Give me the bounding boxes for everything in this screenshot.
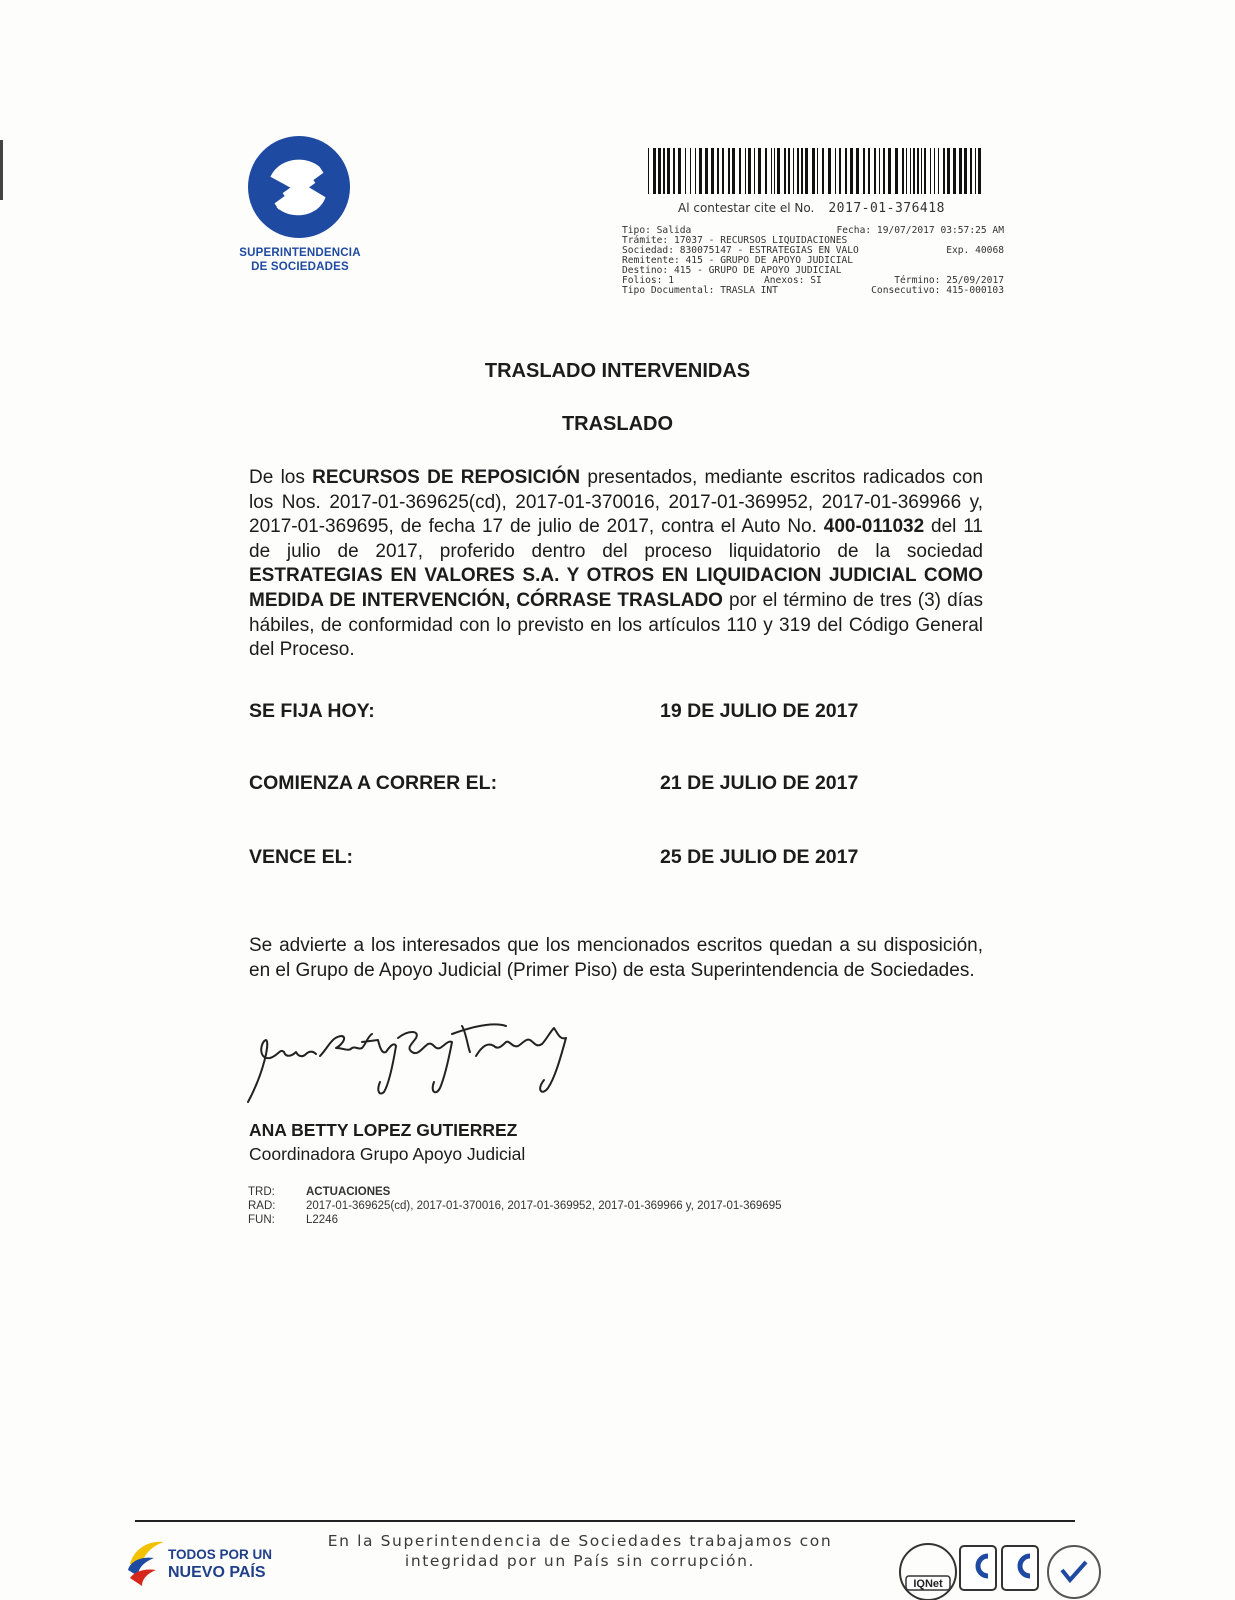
date-value-fija: 19 DE JULIO DE 2017	[660, 700, 859, 722]
barcode	[648, 148, 988, 194]
barcode-bar	[690, 148, 691, 194]
barcode-bar	[695, 148, 696, 194]
handwritten-signature	[244, 1012, 584, 1112]
icontec-ntcgp-seal-icon	[1002, 1546, 1038, 1590]
notice-paragraph: Se advierte a los interesados que los mencionados escritos quedan a su disposición, en el Grupo de Apoyo Judicial (Primer Piso) de esta Superintendencia de Sociedades.	[249, 935, 983, 981]
superintendencia-logo-icon	[248, 136, 350, 238]
barcode-bar	[921, 148, 922, 194]
barcode-bar	[673, 148, 675, 194]
barcode-bar	[817, 148, 818, 194]
date-value-vence: 25 DE JULIO DE 2017	[660, 846, 859, 868]
barcode-bar	[874, 148, 876, 194]
quality-seal-icon	[1048, 1546, 1100, 1598]
barcode-bar	[868, 148, 870, 194]
barcode-bar	[930, 148, 931, 194]
ref-key-trd: TRD:	[248, 1186, 275, 1198]
ref-value-rad: 2017-01-369625(cd), 2017-01-370016, 2017-01-369952, 2017-01-369966 y, 2017-01-369695	[306, 1200, 782, 1212]
document-title: TRASLADO INTERVENIDAS	[484, 360, 751, 382]
para1-text-3: del 11 de julio de 2017, proferido dentro del proceso liquidatorio de la sociedad	[249, 516, 983, 562]
cite-label: Al contestar cite el No.	[678, 201, 815, 215]
barcode-bar	[739, 148, 741, 194]
stamp-exp: Exp. 40068	[946, 245, 1004, 256]
barcode-bar	[765, 148, 767, 194]
barcode-bar	[722, 148, 724, 194]
barcode-bar	[906, 148, 907, 194]
barcode-bar	[685, 148, 686, 194]
para1-text-1: De los	[249, 467, 313, 488]
barcode-bar	[975, 148, 976, 194]
barcode-bar	[943, 148, 945, 194]
date-label-comienza: COMIENZA A CORRER EL:	[249, 772, 498, 794]
scan-edge-mark	[0, 140, 3, 200]
barcode-bar	[711, 148, 714, 194]
barcode-bar	[717, 148, 719, 194]
stamp-destino: Destino: 415 - GRUPO DE APOYO JUDICIAL	[622, 265, 842, 276]
barcode-bar	[648, 148, 649, 194]
barcode-bar	[705, 148, 708, 194]
footer-slogan-line1: En la Superintendencia de Sociedades trabajamos con	[327, 1532, 833, 1550]
barcode-bar	[845, 148, 847, 194]
stamp-folios: Folios: 1	[622, 275, 674, 286]
barcode-bar	[822, 148, 824, 194]
barcode-bar	[970, 148, 972, 194]
signer-name: ANA BETTY LOPEZ GUTIERREZ	[249, 1120, 518, 1140]
stamp-sociedad: Sociedad: 830075147 - ESTRATEGIAS EN VALO	[622, 245, 859, 256]
barcode-bar	[913, 148, 915, 194]
barcode-bar	[902, 148, 904, 194]
stamp-tipo-documental: Tipo Documental: TRASLA INT	[622, 285, 778, 296]
barcode-bar	[797, 148, 799, 194]
barcode-bar	[879, 148, 880, 194]
cite-number: 2017-01-376418	[828, 201, 945, 216]
barcode-bar	[678, 148, 681, 194]
barcode-bar	[978, 148, 981, 194]
stamp-fecha: Fecha: 19/07/2017 03:57:25 AM	[836, 225, 1004, 236]
stamp-tipo: Tipo: Salida	[622, 225, 692, 236]
stamp-tramite: Trámite: 17037 - RECURSOS LIQUIDACIONES	[622, 235, 848, 246]
stamp-consecutivo: Consecutivo: 415-000103	[871, 285, 1004, 296]
gov-slogan-line2: NUEVO PAÍS	[168, 1564, 266, 1581]
barcode-bar	[653, 148, 656, 194]
icontec-iso-seal-icon	[960, 1546, 996, 1590]
para1-bold-recursos: RECURSOS DE REPOSICIÓN	[312, 467, 581, 488]
barcode-bar	[850, 148, 853, 194]
para1-bold-sociedad: ESTRATEGIAS EN VALORES S.A. Y OTROS EN LIQUIDACION JUDICIAL COMO MEDIDA DE INTERVENCIÓN, CÓRRASE TRASLADO	[249, 565, 983, 611]
date-label-vence: VENCE EL:	[249, 846, 354, 868]
ref-key-rad: RAD:	[248, 1200, 276, 1212]
stamp-remitente: Remitente: 415 - GRUPO DE APOYO JUDICIAL	[622, 255, 854, 266]
org-name-line2: DE SOCIEDADES	[251, 261, 349, 273]
barcode-bar	[774, 148, 775, 194]
barcode-bar	[835, 148, 836, 194]
barcode-bar	[839, 148, 841, 194]
para1-bold-auto: 400-011032	[823, 516, 925, 538]
barcode-bar	[959, 148, 962, 194]
signer-role: Coordinadora Grupo Apoyo Judicial	[249, 1144, 526, 1164]
barcode-bar	[699, 148, 702, 194]
footer-slogan	[300, 1531, 860, 1571]
gov-slogan-line1: TODOS POR UN	[168, 1547, 273, 1562]
barcode-bar	[934, 148, 935, 194]
para1-text-4: por el término de tres (3) días hábiles, de conformidad con lo previsto en los artículos 110 y 319 del Código General del Proceso.	[249, 589, 983, 661]
barcode-bar	[895, 148, 898, 194]
stamp-termino: Término: 25/09/2017	[894, 275, 1004, 286]
barcode-bar	[888, 148, 891, 194]
barcode-bar	[771, 148, 772, 194]
iqnet-seal-icon	[900, 1544, 956, 1600]
cite-row	[678, 201, 945, 216]
barcode-bar	[788, 148, 790, 194]
todos-por-un-nuevo-pais-logo	[120, 1534, 280, 1588]
barcode-bar	[658, 148, 661, 194]
para1-text-2: presentados, mediante escritos radicados con los Nos. 2017-01-369625(cd), 2017-01-370016, 2017-01-369952, 2017-01-369966 y, 2017-01-369695, de fecha 17 de julio de 2017, contra el Auto No.	[249, 467, 984, 538]
org-name	[226, 246, 374, 274]
ref-key-fun: FUN:	[248, 1214, 275, 1226]
barcode-bar	[917, 148, 919, 194]
barcode-bar	[805, 148, 808, 194]
barcode-bar	[964, 148, 967, 194]
stamp-anexos: Anexos: SI	[764, 275, 822, 286]
barcode-bar	[828, 148, 831, 194]
barcode-bar	[856, 148, 859, 194]
barcode-bar	[777, 148, 780, 194]
barcode-bar	[663, 148, 665, 194]
cert-label: IQNet	[913, 1578, 943, 1590]
ref-value-trd: ACTUACIONES	[306, 1186, 391, 1198]
footer-slogan-line2: integridad por un País sin corrupción.	[404, 1552, 756, 1570]
barcode-bar	[793, 148, 794, 194]
barcode-bar	[784, 148, 786, 194]
barcode-bar	[758, 148, 761, 194]
ref-value-fun: L2246	[306, 1214, 338, 1226]
document-subtitle: TRASLADO	[561, 413, 674, 435]
barcode-bar	[732, 148, 735, 194]
barcode-bar	[883, 148, 885, 194]
barcode-bar	[728, 148, 730, 194]
barcode-bar	[667, 148, 670, 194]
barcode-bar	[924, 148, 926, 194]
barcode-bar	[748, 148, 751, 194]
barcode-bar	[953, 148, 956, 194]
barcode-bar	[754, 148, 755, 194]
date-value-comienza: 21 DE JULIO DE 2017	[660, 772, 859, 794]
date-label-fija: SE FIJA HOY:	[249, 700, 375, 722]
barcode-bar	[745, 148, 746, 194]
barcode-bar	[910, 148, 911, 194]
barcode-bar	[801, 148, 803, 194]
barcode-bar	[863, 148, 865, 194]
main-paragraph	[249, 466, 983, 663]
barcode-bar	[812, 148, 815, 194]
barcode-bar	[947, 148, 950, 194]
footer-divider	[135, 1520, 1075, 1522]
barcode-bar	[938, 148, 939, 194]
org-name-line1: SUPERINTENDENCIA	[239, 247, 361, 259]
certification-seals	[898, 1540, 1102, 1600]
